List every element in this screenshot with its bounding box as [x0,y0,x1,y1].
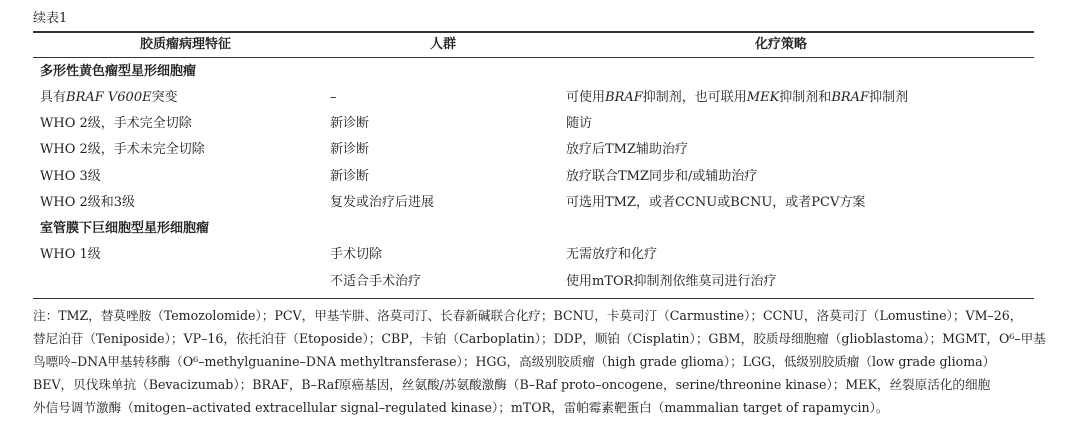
footnote-line: 鸟嘌呤–DNA甲基转移酶（O⁶–methylguanine–DNA methyltransferase）；HGG，高级别胶质瘤（high grade glioma）；LGG，低级别胶质瘤（low grade glioma） [33,354,996,369]
table-row-population: 复发或治疗后进展 [330,195,435,210]
table-row-feature: WHO 2级，手术未完全切除 [40,142,205,157]
table-row-strategy: 可选用TMZ，或者CCNU或BCNU，或者PCV方案 [566,195,866,210]
table-row-feature: WHO 1级 [40,247,101,262]
footnote-line: 注：TMZ，替莫唑胺（Temozolomide）；PCV，甲基苄肼、洛莫司汀、长春新碱联合化疗；BCNU，卡莫司汀（Carmustine）；CCNU，洛莫司汀（Lomustine）；VM–26， [33,308,1023,323]
strategy-text: 抑制剂 [869,90,909,105]
gene-name: BRAF [605,90,643,105]
strategy-text: 可使用 [566,90,606,105]
header-rule [33,57,1034,58]
bottom-rule [33,298,1034,299]
table-row-population: 新诊断 [330,142,370,157]
feature-text: 突变 [151,90,178,105]
gene-name: BRAF [831,90,870,105]
footnote-line: 替尼泊苷（Teniposide）；VP–16，依托泊苷（Etoposide）；CBP，卡铂（Carboplatin）；DDP，顺铂（Cisplatin）；GBM，胶质母细胞瘤（glioblastoma）；MGMT，O⁶–甲基 [33,331,1046,346]
header-strategy: 化疗策略 [755,37,808,52]
section-title: 室管膜下巨细胞型星形细胞瘤 [40,221,210,236]
table-row-strategy: 放疗后TMZ辅助治疗 [566,142,689,157]
table-caption: 续表1 [33,11,68,26]
gene-name: BRAF V600E [66,90,152,105]
table-row-population: – [330,90,337,105]
feature-text: 具有 [40,90,67,105]
table-row-population: 新诊断 [330,116,370,131]
table-row-population: 不适合手术治疗 [330,274,422,289]
gene-name: MEK [746,90,780,105]
table-row-feature: WHO 2级和3级 [40,195,136,210]
table-row-feature: WHO 3级 [40,169,101,184]
footnote-line: BEV，贝伐珠单抗（Bevacizumab）；BRAF，B–Raf原癌基因，丝氨酸/苏氨酸激酶（B–Raf proto–oncogene，serine/threonine kinase）；MEK，丝裂原活化的细胞 [33,377,991,392]
table-row-strategy [566,88,908,108]
table-row-feature [40,88,178,108]
table-row-strategy: 随访 [566,116,593,131]
top-rule [33,31,1034,33]
header-population: 人群 [430,37,457,52]
table-row-strategy: 使用mTOR抑制剂依维莫司进行治疗 [566,274,777,289]
strategy-text: 抑制剂，也可联用 [642,90,747,105]
table-row-population: 手术切除 [330,247,383,262]
table-footnote [33,304,1046,419]
header-feature: 胶质瘤病理特征 [140,37,232,52]
table-row-strategy: 放疗联合TMZ同步和/或辅助治疗 [566,169,758,184]
table-row-strategy: 无需放疗和化疗 [566,247,658,262]
table-row-feature: WHO 2级，手术完全切除 [40,116,192,131]
section-title: 多形性黄色瘤型星形细胞瘤 [40,64,197,79]
strategy-text: 抑制剂和 [779,90,832,105]
table-row-population: 新诊断 [330,169,370,184]
footnote-line: 外信号调节激酶（mitogen–activated extracellular signal–regulated kinase）；mTOR，雷帕霉素靶蛋白（mammalian target of rapamycin）。 [33,400,889,415]
